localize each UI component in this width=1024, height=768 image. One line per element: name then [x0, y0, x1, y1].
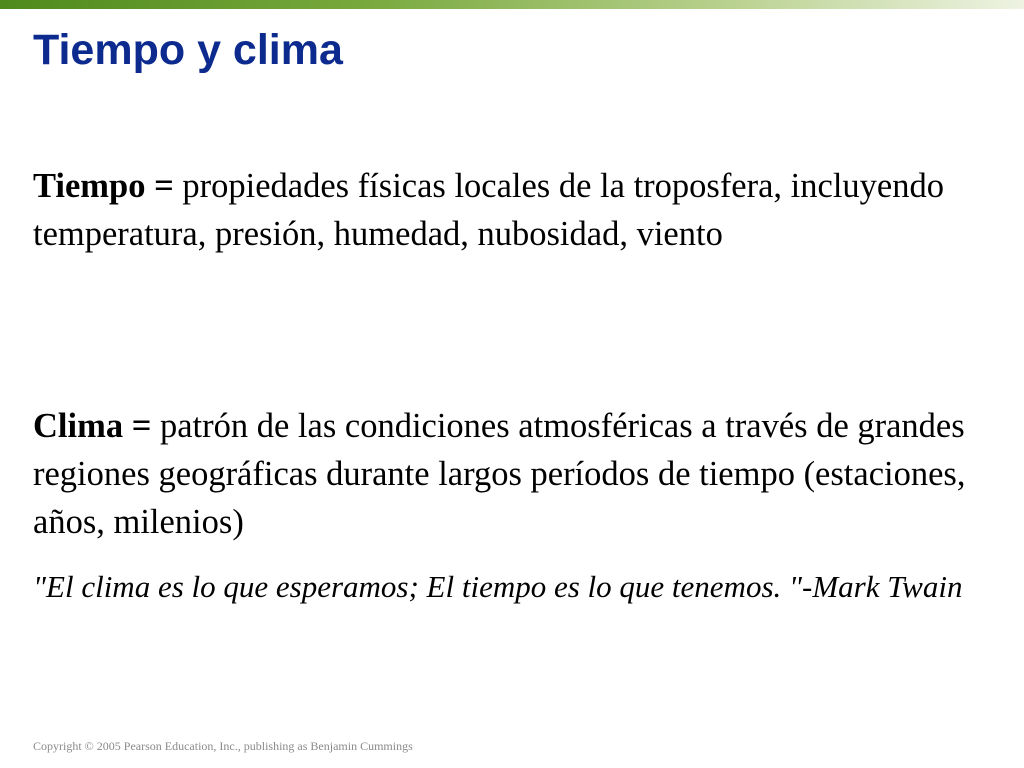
weather-term: Tiempo =	[33, 167, 174, 205]
climate-term: Clima =	[33, 407, 152, 445]
header-accent-bar	[0, 0, 1024, 9]
climate-definition	[33, 402, 993, 546]
twain-quote: "El clima es lo que esperamos; El tiempo es lo que tenemos. "-Mark Twain	[33, 569, 963, 604]
weather-definition-text: propiedades físicas locales de la troposfera, incluyendo temperatura, presión, humedad, nubosidad, viento	[33, 167, 944, 253]
slide-title: Tiempo y clima	[33, 26, 343, 74]
climate-definition-text: patrón de las condiciones atmosféricas a través de grandes regiones geográficas durante largos períodos de tiempo (estaciones, años, milenios)	[33, 407, 966, 541]
weather-definition	[33, 162, 993, 258]
copyright-notice: Copyright © 2005 Pearson Education, Inc., publishing as Benjamin Cummings	[33, 739, 413, 753]
